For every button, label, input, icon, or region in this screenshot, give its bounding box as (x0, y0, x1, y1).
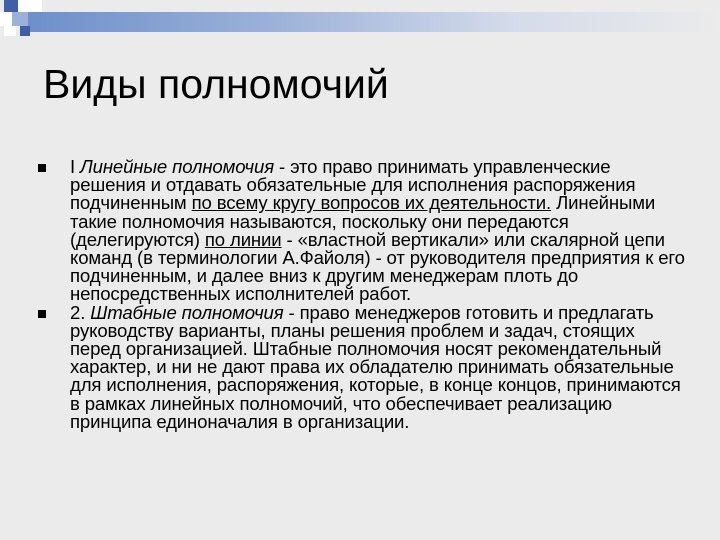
bullet-text (70, 301, 688, 432)
bullet-marker (38, 304, 70, 318)
bullet-marker (38, 158, 70, 172)
term-staff: Штабные полномочия (90, 301, 284, 323)
text-segment: - это право принимать управленческие решения и отдавать обязательные для исполнения распоряжения подчиненным (70, 156, 636, 214)
bullet-text (70, 158, 688, 304)
item-number: 2. (70, 301, 91, 323)
header-gradient-band (28, 12, 720, 32)
underlined-phrase: по линии (204, 228, 282, 250)
list-item (38, 158, 688, 304)
slide-title: Виды полномочий (43, 61, 389, 107)
text-segment: - право менеджеров готовить и предлагать руководству варианты, планы решения проблем и задач, стоящих перед организацией. Штабные полномочия носят рекомендательный характер, и ни не дают права их обладателю принимать обязательные для исполнения, распоряжения, которые, в конце концов, принимаются в рамках линейных полномочий, что обеспечивает реализацию принципа единоначалия в организации. (70, 301, 681, 432)
deco-square-blue (4, 0, 18, 12)
item-number: I (70, 156, 81, 177)
deco-square-light (12, 12, 28, 26)
text-segment: Линейными такие полномочия называются, поскольку они передаются (делегируются) (70, 192, 656, 250)
deco-square-white (18, 0, 28, 12)
bullet-list (38, 158, 688, 431)
deco-square-white (0, 12, 12, 26)
term-linear: Линейные полномочия (80, 156, 274, 177)
deco-square-white (4, 26, 16, 36)
list-item (38, 301, 688, 432)
underlined-phrase: по всему кругу вопросов их деятельности. (191, 192, 552, 214)
deco-square-white (28, 0, 42, 12)
text-segment: - «властной вертикали» или скалярной цепи команд (в терминологии А.Файоля) - от руководителя предприятия к его подчиненным, и далее вниз к другим менеджерам плоть до непосредственных исполнителей работ. (70, 228, 685, 305)
deco-square-blue (20, 26, 30, 36)
